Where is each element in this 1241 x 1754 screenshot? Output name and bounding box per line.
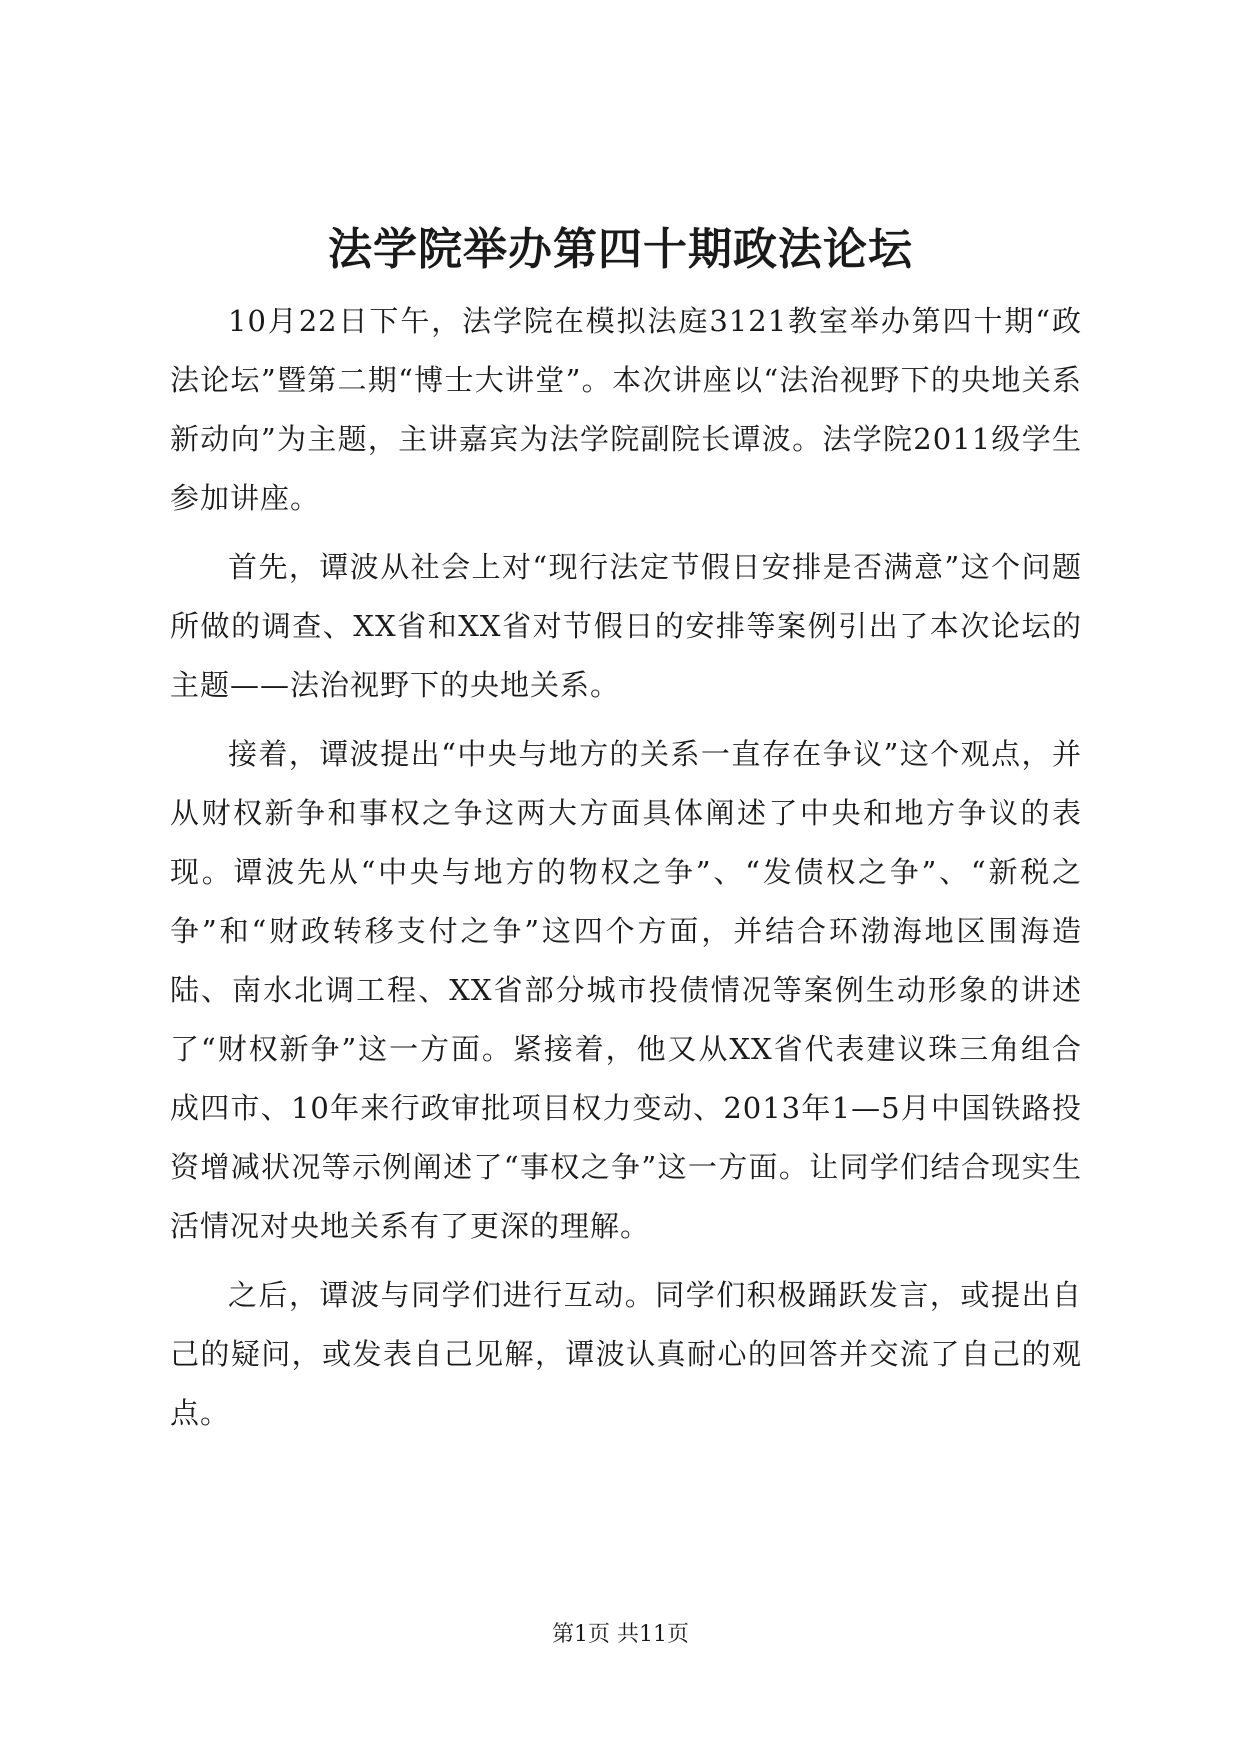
paragraph-3: 接着，谭波提出“中央与地方的关系一直存在争议”这个观点，并从财权新争和事权之争这两大方面具体阐述了中央和地方争议的表现。谭波先从“中央与地方的物权之争”、“发债权之争”、“新税之争”和“财政转移支付之争”这四个方面，并结合环渤海地区围海造陆、南水北调工程、XX省部分城市投债情况等案例生动形象的讲述了“财权新争”这一方面。紧接着，他又从XX省代表建议珠三角组合成四市、10年来行政审批项目权力变动、2013年1—5月中国铁路投资增减状况等示例阐述了“事权之争”这一方面。让同学们结合现实生活情况对央地关系有了更深的理解。 [170,737,1082,1243]
paragraph-1: 10月22日下午，法学院在模拟法庭3121教室举办第四十期“政法论坛”暨第二期“博士大讲堂”。本次讲座以“法治视野下的央地关系新动向”为主题，主讲嘉宾为法学院副院长谭波。法学院2011级学生参加讲座。 [170,304,1082,515]
paragraph-4: 之后，谭波与同学们进行互动。同学们积极踊跃发言，或提出自己的疑问，或发表自己见解，谭波认真耐心的回答并交流了自己的观点。 [170,1278,1082,1430]
document-title: 法学院举办第四十期政法论坛 [328,224,913,275]
document-body [170,292,1082,1453]
paragraph-2: 首先，谭波从社会上对“现行法定节假日安排是否满意”这个问题所做的调查、XX省和XX省对节假日的安排等案例引出了本次论坛的主题——法治视野下的央地关系。 [170,550,1082,702]
page-footer: 第1页 共11页 [552,1622,689,1647]
